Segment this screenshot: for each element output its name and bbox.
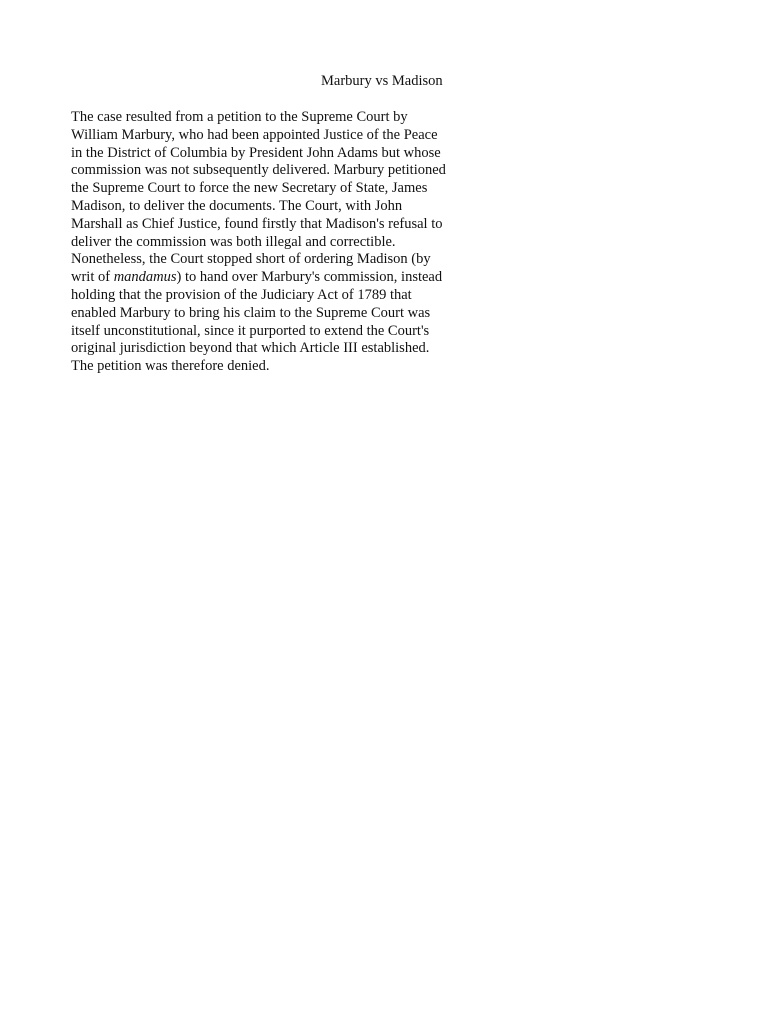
body-line: holding that the provision of the Judiciary Act of 1789 that <box>71 286 412 303</box>
body-line: in the District of Columbia by President John Adams but whose <box>71 144 441 161</box>
body-line: The case resulted from a petition to the Supreme Court by <box>71 109 408 125</box>
body-line: original jurisdiction beyond that which Article III established. <box>71 340 430 357</box>
document-title: Marbury vs Madison <box>321 73 443 89</box>
document-body-paragraph <box>71 109 471 376</box>
emphasized-term: mandamus <box>113 269 177 286</box>
body-line: The petition was therefore denied. <box>71 358 270 375</box>
body-line: itself unconstitutional, since it purported to extend the Court's <box>71 322 430 339</box>
body-line: Madison, to deliver the documents. The Court, with John <box>71 197 403 214</box>
body-line-segment: writ of <box>71 269 114 286</box>
body-line: William Marbury, who had been appointed Justice of the Peace <box>71 126 438 143</box>
body-line: deliver the commission was both illegal and correctible. <box>71 233 396 250</box>
body-line: commission was not subsequently delivered. Marbury petitioned <box>71 162 446 179</box>
body-line: Marshall as Chief Justice, found firstly that Madison's refusal to <box>71 215 443 232</box>
body-line-segment: ) to hand over Marbury's commission, instead <box>176 269 443 286</box>
body-line-with-emphasis <box>71 269 471 287</box>
body-line: Nonetheless, the Court stopped short of ordering Madison (by <box>71 251 431 268</box>
body-line: enabled Marbury to bring his claim to the Supreme Court was <box>71 304 431 321</box>
body-line: the Supreme Court to force the new Secretary of State, James <box>71 180 428 197</box>
